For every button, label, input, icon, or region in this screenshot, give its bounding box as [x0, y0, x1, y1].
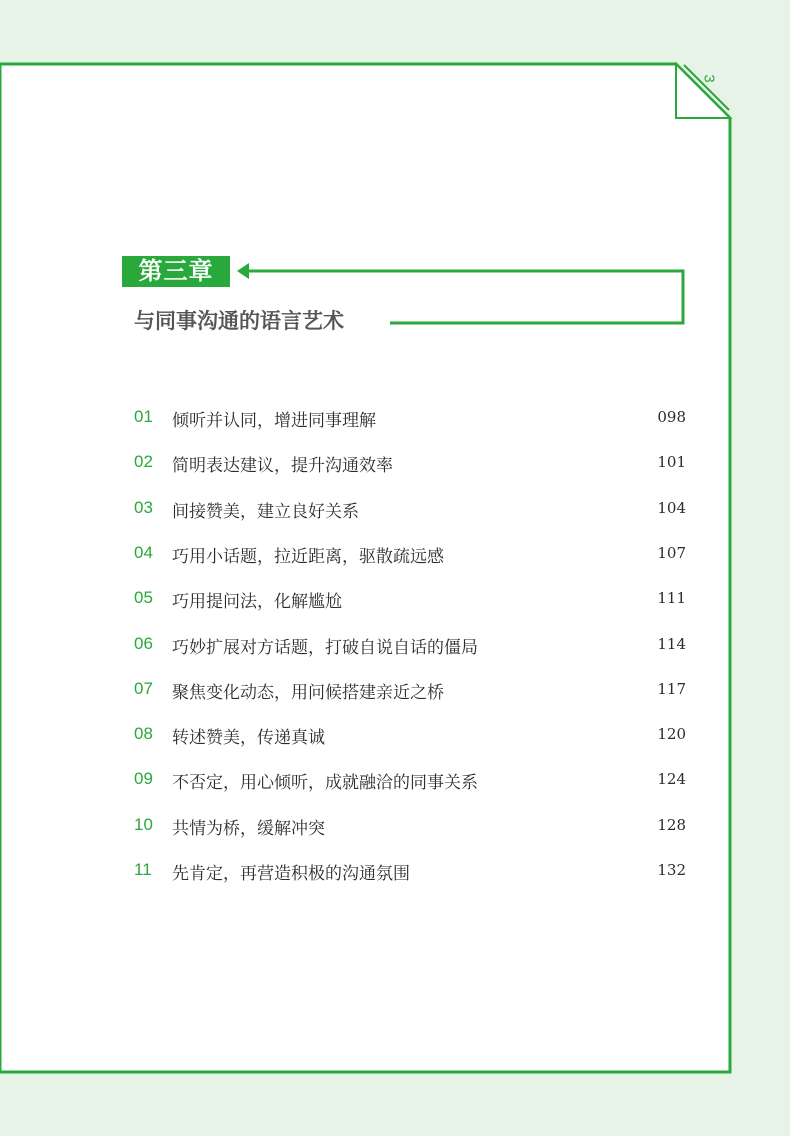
toc-entry-number: 11 [134, 860, 152, 879]
toc-entry-number: 09 [134, 769, 153, 789]
toc-entry-title: 间接赞美，建立良好关系 [172, 501, 359, 522]
chapter-badge [122, 256, 230, 287]
toc-entry-number: 08 [134, 724, 153, 744]
toc-entry-page: 101 [657, 453, 686, 472]
toc-entry-title: 巧用小话题，拉近距离，驱散疏远感 [172, 546, 444, 567]
toc-entry-title: 共情为桥，缓解冲突 [172, 818, 325, 839]
toc-entry[interactable] [0, 441, 790, 486]
toc-entry-title: 巧用提问法，化解尴尬 [172, 592, 342, 613]
toc-entry[interactable] [0, 849, 790, 894]
toc-entry-number: 02 [134, 452, 153, 472]
toc-entry-number: 03 [134, 497, 153, 517]
toc-entry-page: 107 [657, 543, 686, 562]
corner-fold [676, 64, 730, 118]
toc-entry[interactable] [0, 532, 790, 577]
toc-entry-title: 不否定，用心倾听，成就融洽的同事关系 [172, 773, 478, 794]
chapter-label: 第三章 [138, 257, 214, 285]
toc-entry-page: 111 [657, 589, 686, 608]
toc-entry-number: 07 [134, 678, 153, 698]
toc-entry-title: 简明表达建议，提升沟通效率 [172, 456, 393, 477]
toc-entry-page: 124 [657, 770, 686, 789]
page-number: 3 [700, 74, 718, 83]
toc-entry-page: 128 [657, 815, 686, 834]
toc-entry-number: 05 [134, 588, 153, 608]
toc-entry[interactable] [0, 804, 790, 849]
toc-entry-page: 104 [657, 498, 686, 517]
toc-entry[interactable] [0, 668, 790, 713]
toc-entry-number: 01 [134, 407, 153, 426]
toc-entry-page: 117 [657, 679, 686, 698]
toc-entry[interactable] [0, 487, 790, 532]
toc-entry-number: 06 [134, 633, 153, 653]
chapter-title: 与同事沟通的语言艺术 [134, 309, 344, 333]
toc-entry-title: 倾听并认同，增进同事理解 [172, 411, 376, 431]
toc-entry-number: 10 [134, 814, 153, 834]
toc-entry[interactable] [0, 758, 790, 803]
toc-entry[interactable] [0, 396, 790, 441]
toc-entry-title: 转述赞美，传递真诚 [172, 728, 325, 749]
toc-entry-title: 聚焦变化动态，用问候搭建亲近之桥 [172, 682, 444, 703]
toc-entry-page: 132 [657, 861, 686, 879]
toc-entry-page: 120 [657, 725, 686, 744]
toc-entry-page: 098 [657, 408, 686, 426]
toc-entry[interactable] [0, 713, 790, 758]
toc-entry-page: 114 [657, 634, 686, 653]
toc-entry-title: 先肯定，再营造积极的沟通氛围 [172, 864, 410, 884]
toc-entry[interactable] [0, 623, 790, 668]
toc-entry-title: 巧妙扩展对方话题，打破自说自话的僵局 [172, 637, 478, 658]
toc-entry-number: 04 [134, 542, 153, 562]
toc-entry[interactable] [0, 577, 790, 622]
